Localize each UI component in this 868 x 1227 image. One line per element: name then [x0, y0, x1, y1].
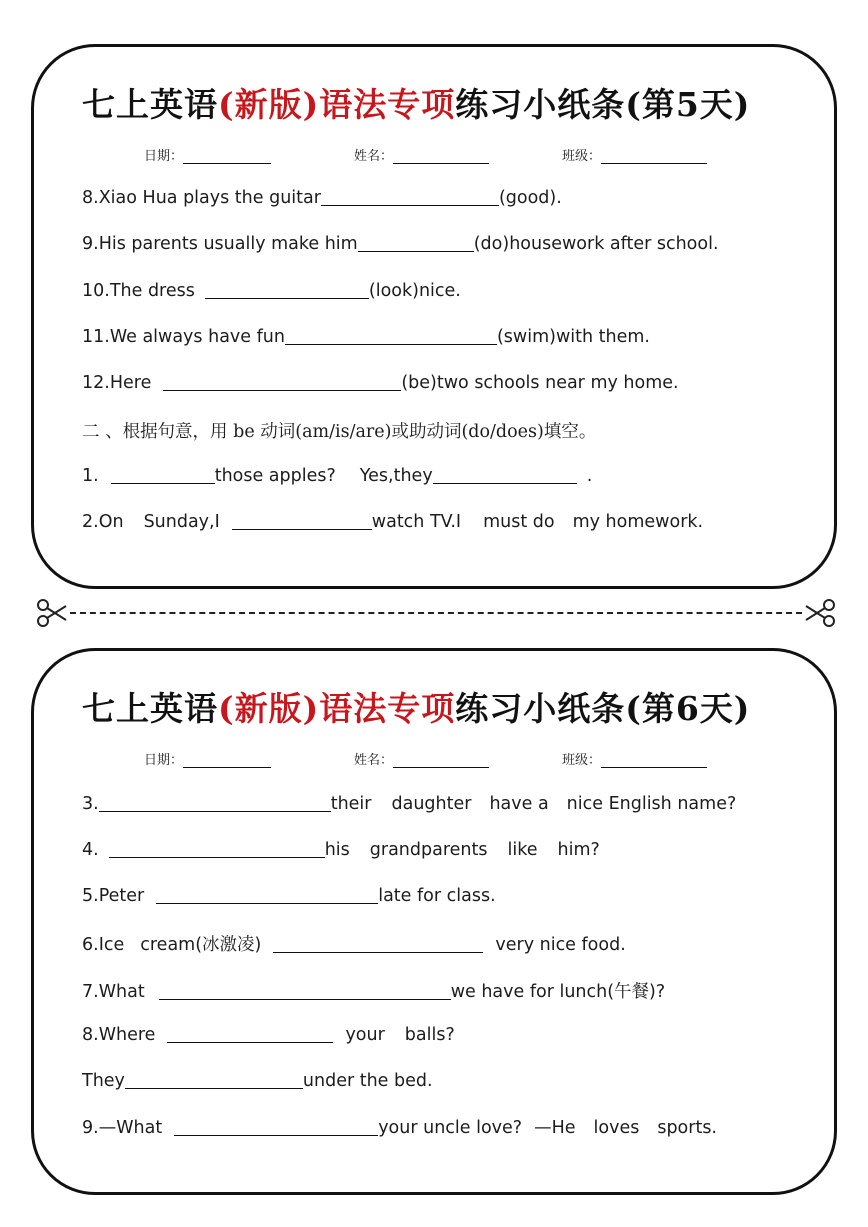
name-field[interactable]: 姓名： — [354, 145, 489, 164]
question-5: 5.Peter late for class. — [82, 886, 496, 906]
date-field[interactable]: 日期： — [144, 749, 271, 768]
question-6: 6.Ice cream(冰激凌) very nice food. — [82, 935, 626, 955]
answer-blank[interactable] — [433, 465, 577, 484]
answer-blank[interactable] — [285, 326, 497, 345]
scissors-icon — [36, 598, 68, 628]
question-11: 11.We always have fun (swim)with them. — [82, 327, 650, 347]
date-field[interactable]: 日期： — [144, 145, 271, 164]
card-title — [82, 683, 750, 730]
name-field[interactable]: 姓名： — [354, 749, 489, 768]
question-9: 9.—What your uncle love? —He loves sports. — [82, 1118, 717, 1138]
title-suffix: 练习小纸条(第6天) — [455, 689, 751, 728]
question-9: 9.His parents usually make him (do)housework after school. — [82, 234, 719, 254]
answer-blank[interactable] — [174, 1117, 378, 1136]
name-blank[interactable] — [393, 149, 489, 164]
answer-blank[interactable] — [156, 885, 378, 904]
title-prefix: 七上英语 — [82, 85, 218, 124]
answer-blank[interactable] — [125, 1070, 303, 1089]
question-10: 10.The dress (look)nice. — [82, 281, 461, 301]
date-blank[interactable] — [183, 149, 271, 164]
name-blank[interactable] — [393, 753, 489, 768]
question-2: 2.On Sunday,I watch TV.I must do my homework. — [82, 512, 704, 532]
answer-blank[interactable] — [159, 981, 451, 1000]
question-8: 8.Xiao Hua plays the guitar (good). — [82, 188, 562, 208]
question-7: 7.What we have for lunch(午餐)? — [82, 982, 666, 1002]
date-blank[interactable] — [183, 753, 271, 768]
answer-blank[interactable] — [109, 839, 325, 858]
answer-blank[interactable] — [273, 934, 483, 953]
student-info-row — [34, 145, 834, 169]
class-blank[interactable] — [601, 149, 707, 164]
worksheet-card-day5 — [31, 44, 837, 589]
cut-line — [36, 598, 836, 628]
question-8: 8.Where your balls? — [82, 1025, 455, 1045]
worksheet-card-day6 — [31, 648, 837, 1195]
dashed-divider — [70, 612, 802, 614]
scissors-icon — [804, 598, 836, 628]
question-12: 12.Here (be)two schools near my home. — [82, 373, 679, 393]
answer-blank[interactable] — [358, 233, 474, 252]
answer-blank[interactable] — [163, 372, 401, 391]
title-suffix: 练习小纸条(第5天) — [455, 85, 751, 124]
title-highlight: (新版)语法专项 — [218, 689, 456, 728]
answer-blank[interactable] — [99, 793, 331, 812]
question-4: 4. his grandparents like him? — [82, 840, 600, 860]
answer-blank[interactable] — [167, 1024, 333, 1043]
class-blank[interactable] — [601, 753, 707, 768]
student-info-row — [34, 749, 834, 773]
answer-blank[interactable] — [111, 465, 215, 484]
answer-blank[interactable] — [205, 280, 369, 299]
answer-blank[interactable] — [321, 187, 499, 206]
question-8-answer: They under the bed. — [82, 1071, 433, 1091]
class-field[interactable]: 班级： — [562, 749, 707, 768]
class-field[interactable]: 班级： — [562, 145, 707, 164]
title-prefix: 七上英语 — [82, 689, 218, 728]
section-heading: 二 、根据句意，用 be 动词(am/is/are)或助动词(do/does)填空。 — [82, 422, 597, 442]
question-3: 3. their daughter have a nice English name? — [82, 794, 737, 814]
question-1: 1. those apples? Yes,they . — [82, 466, 593, 486]
title-highlight: (新版)语法专项 — [218, 85, 456, 124]
answer-blank[interactable] — [232, 511, 372, 530]
card-title — [82, 79, 750, 126]
